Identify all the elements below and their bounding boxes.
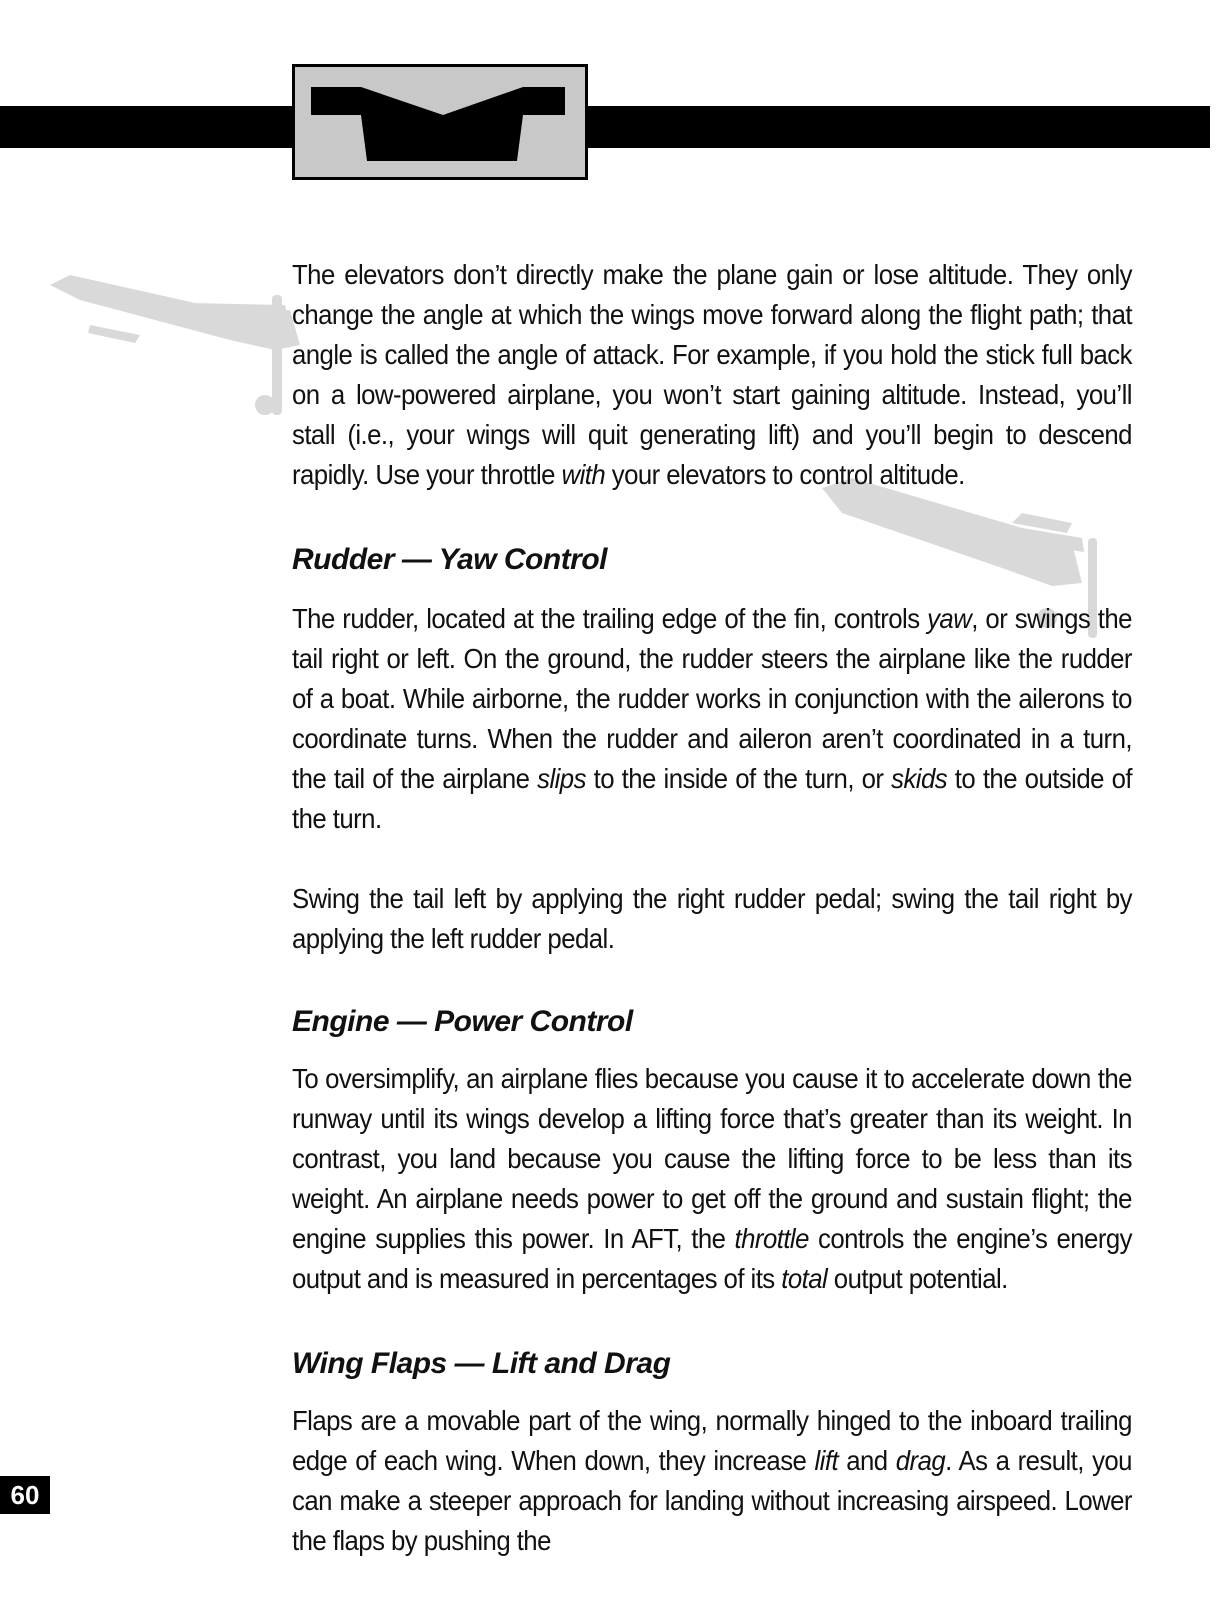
section-emblem [292, 64, 588, 180]
page-content [292, 250, 1132, 1561]
rudder-heading: Rudder — Yaw Control [292, 543, 608, 576]
rudder-paragraph: The rudder, located at the trailing edge of the fin, controls yaw, or swings the tail right or left. On the ground, the rudder steers the airplane like the rudder of a boat. While airborne, the rudder works in conjunction with the ailerons to coordinate turns. When the rudder and aileron aren’t coordinated in a turn, the tail of the airplane slips to the inside of the turn, or skids to the outside of the turn. [292, 603, 1132, 834]
header-band [0, 106, 1210, 148]
engine-paragraph: To oversimplify, an airplane flies because you cause it to accelerate down the runway until its wings develop a lifting force that’s greater than its weight. In contrast, you land because you cause the lifting force to be less than its weight. An airplane needs power to get off the ground and sustain flight; the engine supplies this power. In AFT, the throttle controls the engine’s energy output and is measured in percentages of its total output potential. [292, 1063, 1132, 1294]
flaps-heading: Wing Flaps — Lift and Drag [292, 1347, 671, 1380]
airplane-watermark-icon [40, 255, 330, 435]
control-surface-icon [295, 67, 585, 177]
page-number: 60 [0, 1476, 50, 1514]
flaps-paragraph: Flaps are a movable part of the wing, normally hinged to the inboard trailing edge of each wing. When down, they increase lift and drag. As a result, you can make a steeper approach for landing without increasing airspeed. Lower the flaps by pushing the [292, 1405, 1132, 1556]
elevators-paragraph: The elevators don’t directly make the plane gain or lose altitude. They only change the angle at which the wings move forward along the flight path; that angle is called the angle of attack. For example, if you hold the stick full back on a low-powered airplane, you won’t start gaining altitude. Instead, you’ll stall (i.e., your wings will quit generating lift) and you’ll begin to descend rapidly. Use your throttle with your elevators to control altitude. [292, 259, 1132, 490]
rudder-pedal-paragraph: Swing the tail left by applying the right rudder pedal; swing the tail right by applying the left rudder pedal. [292, 883, 1132, 954]
engine-heading: Engine — Power Control [292, 1005, 633, 1038]
